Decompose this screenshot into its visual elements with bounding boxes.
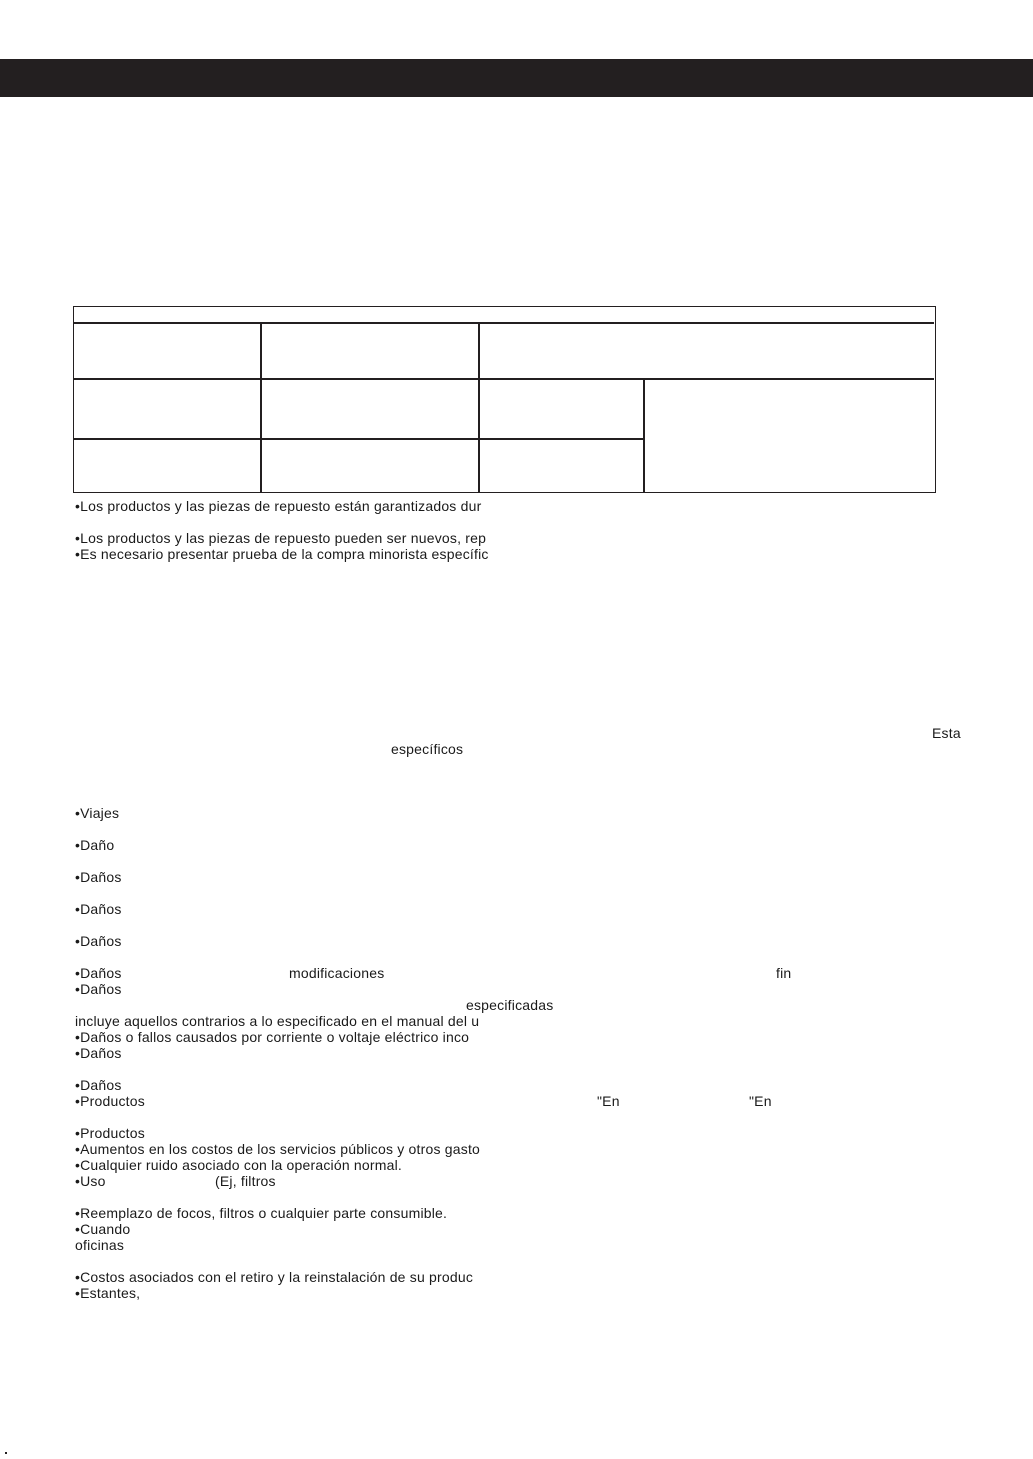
exclusion-word-en-2: "En: [749, 1093, 772, 1109]
exclusion-uso: •Uso: [75, 1173, 106, 1189]
exclusion-word-modificaciones: modificaciones: [289, 965, 385, 981]
exclusion-ej-filtros: (Ej, filtros: [215, 1173, 276, 1189]
exclusion-danos-2: •Daños: [75, 901, 122, 917]
exclusion-incluye: incluye aquellos contrarios a lo especificado en el manual del u: [75, 1013, 480, 1029]
exclusion-danos-4: •Daños: [75, 965, 122, 981]
exclusion-danos-5: •Daños: [75, 981, 122, 997]
exclusion-estantes: •Estantes,: [75, 1285, 141, 1301]
table-rule: [478, 322, 480, 492]
table-rule: [260, 322, 262, 492]
exclusion-word-especificadas: especificadas: [466, 997, 554, 1013]
warranty-table: [73, 306, 936, 493]
table-rule: [643, 378, 645, 492]
table-rule: [74, 378, 934, 380]
table-rule: [74, 322, 934, 324]
exclusion-cuando: •Cuando: [75, 1221, 131, 1237]
corner-mark: [5, 1452, 7, 1454]
exclusion-word-en-1: "En: [597, 1093, 620, 1109]
exclusion-word-fin: fin: [776, 965, 792, 981]
exclusion-dano: •Daño: [75, 837, 115, 853]
bullet-proof-of-purchase: •Es necesario presentar prueba de la compra minorista específic: [75, 546, 489, 562]
exclusion-danos-1: •Daños: [75, 869, 122, 885]
scope-word-especificos: específicos: [391, 741, 464, 757]
exclusion-reemplazo: •Reemplazo de focos, filtros o cualquier parte consumible.: [75, 1205, 448, 1221]
scope-word-esta: Esta: [932, 725, 961, 741]
exclusion-oficinas: oficinas: [75, 1237, 125, 1253]
exclusion-costos: •Costos asociados con el retiro y la reinstalación de su produc: [75, 1269, 474, 1285]
exclusion-productos-2: •Productos: [75, 1125, 145, 1141]
exclusion-productos-1: •Productos: [75, 1093, 145, 1109]
exclusion-aumentos: •Aumentos en los costos de los servicios públicos y otros gasto: [75, 1141, 481, 1157]
header-bar: [0, 59, 1033, 97]
exclusion-danos-7: •Daños: [75, 1077, 122, 1093]
bullet-warranty-period: •Los productos y las piezas de repuesto están garantizados dur: [75, 498, 482, 514]
exclusion-danos-fallos: •Daños o fallos causados por corriente o voltaje eléctrico inco: [75, 1029, 470, 1045]
bullet-parts-new: •Los productos y las piezas de repuesto pueden ser nuevos, rep: [75, 530, 487, 546]
exclusion-viajes: •Viajes: [75, 805, 120, 821]
table-rule: [74, 438, 643, 440]
exclusion-danos-6: •Daños: [75, 1045, 122, 1061]
exclusion-danos-3: •Daños: [75, 933, 122, 949]
exclusion-ruido: •Cualquier ruido asociado con la operación normal.: [75, 1157, 402, 1173]
